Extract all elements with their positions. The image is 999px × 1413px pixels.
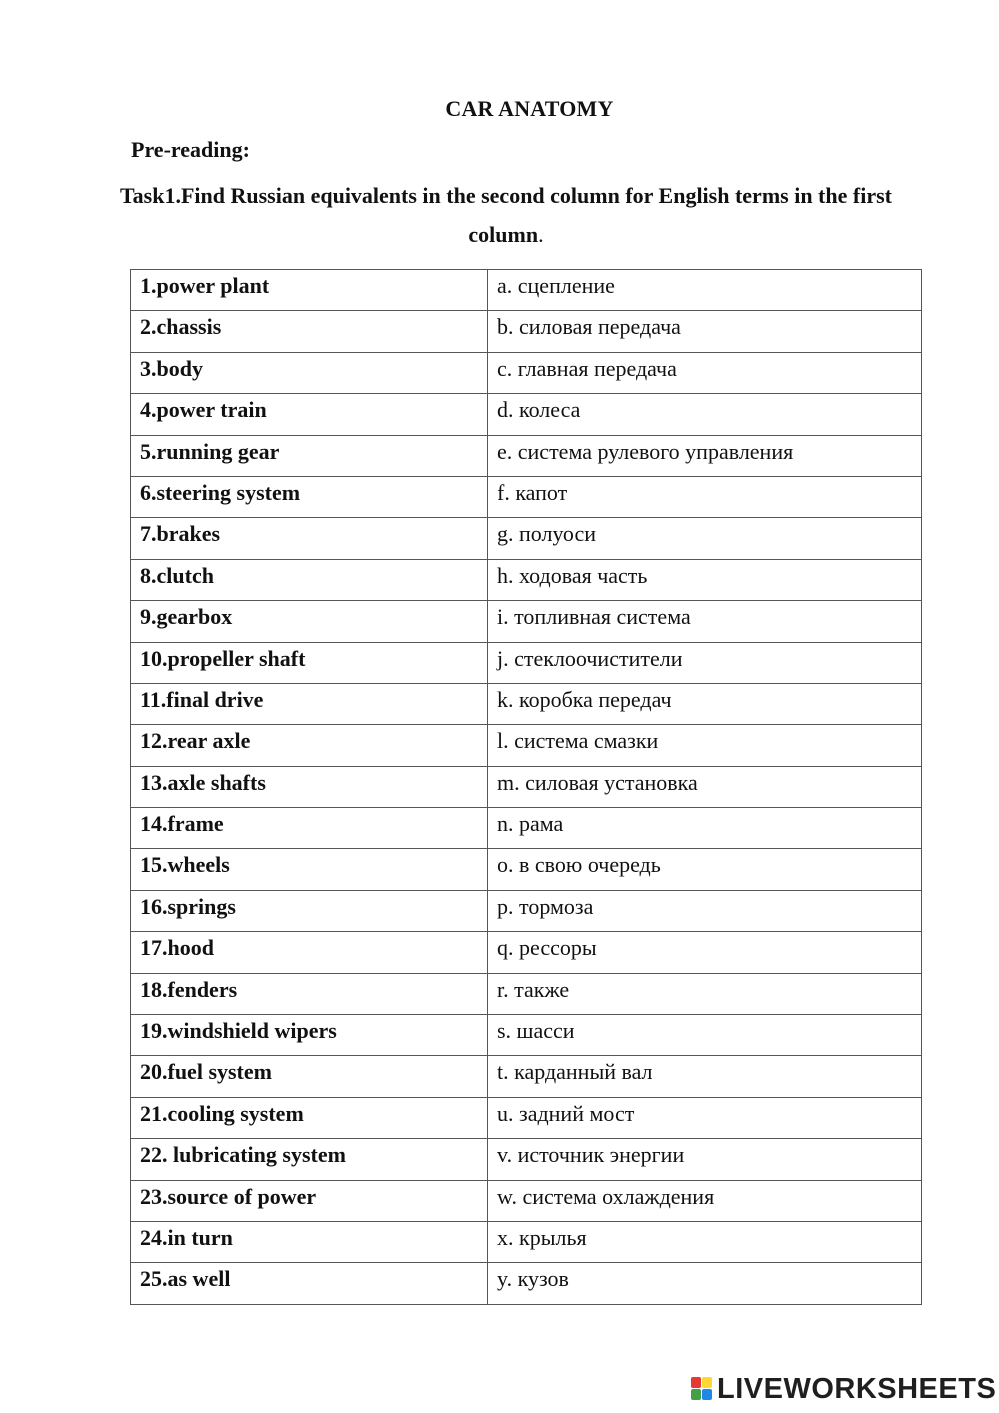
russian-equivalent-cell: d. колеса (488, 394, 922, 435)
russian-equivalent-cell: m. силовая установка (488, 766, 922, 807)
english-term-cell: 22. lubricating system (131, 1139, 488, 1180)
liveworksheets-logo-icon (690, 1375, 714, 1403)
russian-equivalent-cell: s. шасси (488, 1015, 922, 1056)
english-term-cell: 23.source of power (131, 1180, 488, 1221)
terms-table-body (131, 270, 922, 1305)
english-term-cell: 13.axle shafts (131, 766, 488, 807)
russian-equivalent-cell: a. сцепление (488, 270, 922, 311)
russian-equivalent-cell: f. капот (488, 476, 922, 517)
english-term-cell: 1.power plant (131, 270, 488, 311)
task-text: Task1.Find Russian equivalents in the second column for English terms in the first column (120, 183, 892, 247)
russian-equivalent-cell: u. задний мост (488, 1097, 922, 1138)
english-term-cell: 20.fuel system (131, 1056, 488, 1097)
russian-equivalent-cell: b. силовая передача (488, 311, 922, 352)
english-term-cell: 2.chassis (131, 311, 488, 352)
table-row (131, 973, 922, 1014)
table-row (131, 435, 922, 476)
russian-equivalent-cell: e. система рулевого управления (488, 435, 922, 476)
russian-equivalent-cell: x. крылья (488, 1221, 922, 1262)
english-term-cell: 17.hood (131, 932, 488, 973)
table-row (131, 394, 922, 435)
english-term-cell: 5.running gear (131, 435, 488, 476)
english-term-cell: 7.brakes (131, 518, 488, 559)
table-row (131, 270, 922, 311)
russian-equivalent-cell: h. ходовая часть (488, 559, 922, 600)
russian-equivalent-cell: t. карданный вал (488, 1056, 922, 1097)
task-instructions (120, 176, 892, 254)
table-row (131, 683, 922, 724)
table-row (131, 766, 922, 807)
english-term-cell: 6.steering system (131, 476, 488, 517)
russian-equivalent-cell: q. рессоры (488, 932, 922, 973)
table-row (131, 352, 922, 393)
english-term-cell: 16.springs (131, 890, 488, 931)
document-title: CAR ANATOMY (445, 96, 614, 121)
english-term-cell: 11.final drive (131, 683, 488, 724)
table-row (131, 311, 922, 352)
table-row (131, 1139, 922, 1180)
english-term-cell: 19.windshield wipers (131, 1015, 488, 1056)
table-row (131, 1056, 922, 1097)
russian-equivalent-cell: i. топливная система (488, 601, 922, 642)
russian-equivalent-cell: l. система смазки (488, 725, 922, 766)
footer-brand (690, 1374, 996, 1404)
english-term-cell: 15.wheels (131, 849, 488, 890)
table-row (131, 1097, 922, 1138)
english-term-cell: 10.propeller shaft (131, 642, 488, 683)
table-row (131, 1221, 922, 1262)
table-row (131, 642, 922, 683)
table-row (131, 1263, 922, 1304)
english-term-cell: 21.cooling system (131, 1097, 488, 1138)
table-row (131, 601, 922, 642)
brand-name: LIVEWORKSHEETS (717, 1372, 997, 1405)
russian-equivalent-cell: n. рама (488, 808, 922, 849)
table-row (131, 1180, 922, 1221)
english-term-cell: 12.rear axle (131, 725, 488, 766)
english-term-cell: 9.gearbox (131, 601, 488, 642)
table-row (131, 518, 922, 559)
table-row (131, 890, 922, 931)
russian-equivalent-cell: v. источник энергии (488, 1139, 922, 1180)
english-term-cell: 8.clutch (131, 559, 488, 600)
terms-table (130, 269, 922, 1305)
table-row (131, 725, 922, 766)
table-row (131, 1015, 922, 1056)
russian-equivalent-cell: w. система охлаждения (488, 1180, 922, 1221)
section-heading: Pre-reading: (131, 137, 250, 162)
english-term-cell: 24.in turn (131, 1221, 488, 1262)
english-term-cell: 3.body (131, 352, 488, 393)
table-row (131, 849, 922, 890)
russian-equivalent-cell: y. кузов (488, 1263, 922, 1304)
russian-equivalent-cell: p. тормоза (488, 890, 922, 931)
english-term-cell: 14.frame (131, 808, 488, 849)
table-row (131, 932, 922, 973)
table-row (131, 559, 922, 600)
russian-equivalent-cell: g. полуоси (488, 518, 922, 559)
english-term-cell: 4.power train (131, 394, 488, 435)
english-term-cell: 25.as well (131, 1263, 488, 1304)
table-row (131, 476, 922, 517)
english-term-cell: 18.fenders (131, 973, 488, 1014)
table-row (131, 808, 922, 849)
russian-equivalent-cell: c. главная передача (488, 352, 922, 393)
russian-equivalent-cell: k. коробка передач (488, 683, 922, 724)
task-period: . (538, 222, 544, 247)
russian-equivalent-cell: j. стеклоочистители (488, 642, 922, 683)
russian-equivalent-cell: r. также (488, 973, 922, 1014)
russian-equivalent-cell: o. в свою очередь (488, 849, 922, 890)
